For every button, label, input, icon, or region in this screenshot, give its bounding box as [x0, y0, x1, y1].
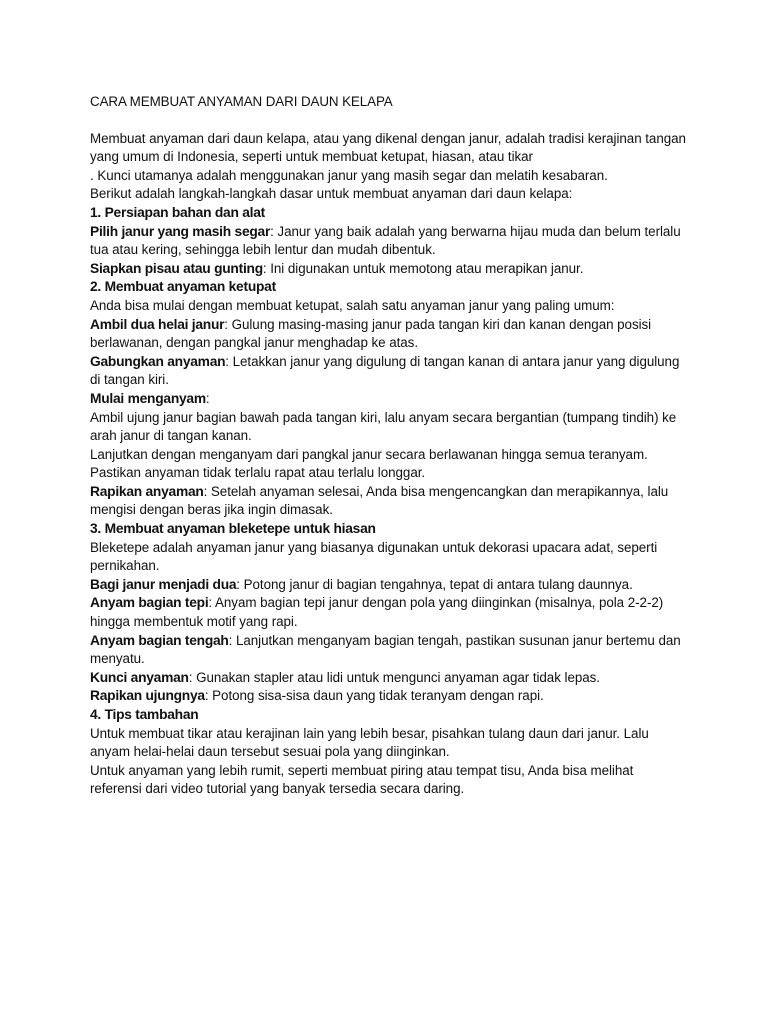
list-item	[90, 483, 688, 520]
list-item	[90, 594, 688, 631]
sub-step-line: Lanjutkan dengan menganyam dari pangkal janur secara berlawanan hingga semua teranyam.	[90, 446, 648, 462]
section-heading-1: 1. Persiapan bahan dan alat	[90, 204, 265, 220]
tip-line: Untuk anyaman yang lebih rumit, seperti membuat piring atau tempat tisu, Anda bisa melihat referensi dari video tutorial yang banyak tersedia secara daring.	[90, 762, 634, 797]
intro-paragraph-1: Membuat anyaman dari daun kelapa, atau yang dikenal dengan janur, adalah tradisi kerajinan tangan yang umum di Indonesia, seperti untuk membuat ketupat, hiasan, atau tikar	[90, 130, 686, 165]
sub-step-line: Ambil ujung janur bagian bawah pada tangan kiri, lalu anyam secara bergantian (tumpang tindih) ke arah janur di tangan kanan.	[90, 409, 677, 444]
item-text: : Gunakan stapler atau lidi untuk mengunci anyaman agar tidak lepas.	[188, 669, 600, 685]
item-term: Bagi janur menjadi dua	[90, 576, 237, 592]
item-text: : Potong sisa-sisa daun yang tidak teranyam dengan rapi.	[204, 688, 544, 704]
item-term: Pilih janur yang masih segar	[90, 223, 271, 239]
item-text: : Letakkan janur yang digulung di tangan kanan di antara janur yang digulung di tangan kiri.	[90, 353, 680, 388]
list-item	[90, 669, 688, 688]
item-text: : Janur yang baik adalah yang berwarna hijau muda dan belum terlalu tua atau kering, sehingga lebih lentur dan mudah dibentuk.	[90, 223, 681, 258]
item-text: : Anyam bagian tepi janur dengan pola yang diinginkan (misalnya, pola 2-2-2) hingga membentuk motif yang rapi.	[90, 595, 664, 630]
item-term: Rapikan anyaman	[90, 483, 204, 499]
item-term: Ambil dua helai janur	[90, 316, 225, 332]
list-item	[90, 687, 688, 706]
item-term: Kunci anyaman	[90, 669, 189, 685]
item-term: Gabungkan anyaman	[90, 353, 226, 369]
item-text: : Ini digunakan untuk memotong atau merapikan janur.	[262, 260, 584, 276]
tip-line: Untuk membuat tikar atau kerajinan lain yang lebih besar, pisahkan tulang daun dari janur. Lalu anyam helai-helai daun tersebut sesuai pola yang diinginkan.	[90, 725, 649, 760]
section-heading-3: 3. Membuat anyaman bleketepe untuk hiasan	[90, 521, 376, 537]
list-item	[90, 316, 688, 353]
sub-step-line: Pastikan anyaman tidak terlalu rapat atau terlalu longgar.	[90, 465, 426, 481]
item-text: : Gulung masing-masing janur pada tangan kiri dan kanan dengan posisi berlawanan, dengan pangkal janur menghadap ke atas.	[90, 316, 652, 351]
item-text: : Lanjutkan menganyam bagian tengah, pastikan susunan janur bertemu dan menyatu.	[90, 632, 681, 667]
section-lead: Bleketepe adalah anyaman janur yang biasanya digunakan untuk dekorasi upacara adat, seperti pernikahan.	[90, 539, 658, 574]
intro-paragraph-3: Berikut adalah langkah-langkah dasar untuk membuat anyaman dari daun kelapa:	[90, 186, 573, 202]
item-term: Rapikan ujungnya	[90, 688, 205, 704]
item-term: Anyam bagian tengah	[90, 632, 229, 648]
item-term: Anyam bagian tepi	[90, 595, 209, 611]
list-item	[90, 632, 688, 669]
list-item	[90, 390, 688, 409]
list-item	[90, 576, 688, 595]
section-heading-2: 2. Membuat anyaman ketupat	[90, 279, 276, 295]
list-item	[90, 223, 688, 260]
section-lead: Anda bisa mulai dengan membuat ketupat, salah satu anyaman janur yang paling umum:	[90, 297, 615, 313]
item-text: :	[205, 390, 210, 406]
document-title: CARA MEMBUAT ANYAMAN DARI DAUN KELAPA	[90, 94, 393, 109]
list-item	[90, 260, 688, 279]
item-text: : Setelah anyaman selesai, Anda bisa mengencangkan dan merapikannya, lalu mengisi dengan beras jika ingin dimasak.	[90, 483, 669, 518]
item-text: : Potong janur di bagian tengahnya, tepat di antara tulang daunnya.	[236, 576, 633, 592]
item-term: Siapkan pisau atau gunting	[90, 260, 263, 276]
item-term: Mulai menganyam	[90, 390, 206, 406]
intro-paragraph-2: . Kunci utamanya adalah menggunakan janur yang masih segar dan melatih kesabaran.	[90, 167, 608, 183]
section-heading-4: 4. Tips tambahan	[90, 707, 199, 722]
list-item	[90, 353, 688, 390]
